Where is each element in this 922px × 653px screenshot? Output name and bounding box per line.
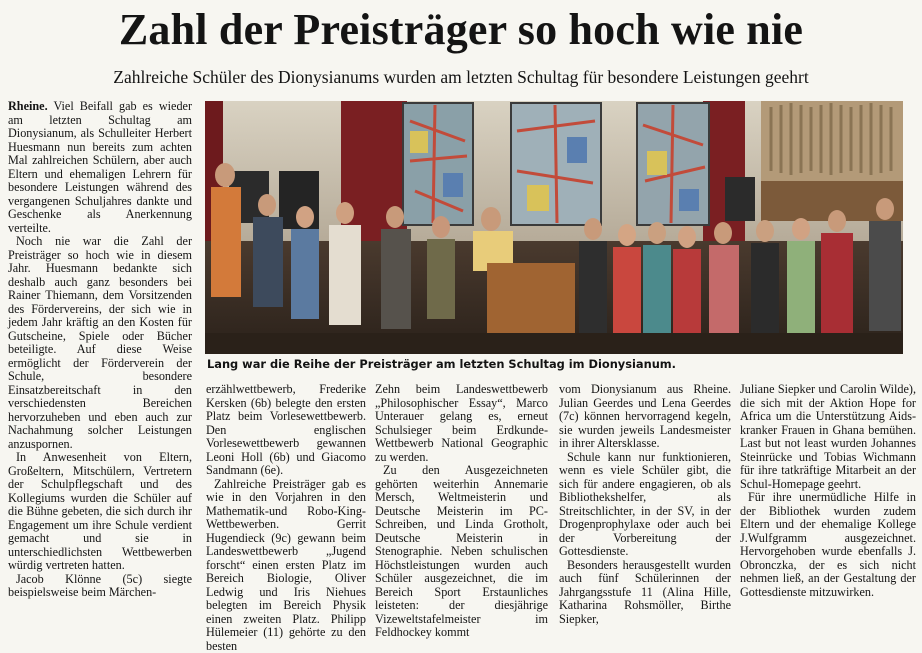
paragraph: Viel Beifall gab es wieder am letzten Schultag am Dionysianum, als Schulleiter Herbert Huesmann nun bereits zum achten Mal zahlreichen Schülern, aber auch Eltern und ehemaligen Lehrern für besondere Leistungen während des vergangenen Schuljahres dankte und Geschenke als Anerkennung verteilte.	[8, 99, 192, 235]
paragraph: Jacob Klönne (5c) siegte beispielsweise beim Märchen-	[8, 573, 192, 600]
headline: Zahl der Preisträger so hoch wie nie	[0, 4, 922, 56]
paragraph: Zu den Ausgezeichneten gehörten weiterhin Annemarie Mersch, Weltmeisterin und Deutsche Meisterin im PC-Schreiben, und Linda Grotholt, Deutsche Meisterin in Stenographie. Neben schulischen Höchstleistungen wurden auch Schüler ausgezeichnet, die im Bereich Sport Erstaunliches leisteten: der diesjährige Vizeweltstafelmeister im Feldhockey kommt	[375, 464, 548, 640]
paragraph: Noch nie war die Zahl der Preisträger so hoch wie in diesem Jahr. Huesmann bedankte sich deshalb auch ganz besonders bei Rainer Thiemann, dem Vorsitzenden des Fördervereins, der sich wie in jedem Jahr kräftig an den Kosten für Gutscheine, Spiele oder Bücher beteiligte. Auf diese Weise ermöglicht der Förderverein der Schule, besondere Einsatzbereitschaft in den verschiedensten Bereichen hervorzuheben und eben auch zur Nachahmung solcher Leistungen anzuspornen.	[8, 235, 192, 451]
news-photo	[205, 101, 903, 354]
article-column-4	[559, 383, 731, 636]
paragraph: vom Dionysianum aus Rheine. Julian Geerdes und Lena Geerdes (7c) können hervorragend kegeln, sie wurden jeweils Landesmeister in ihrer Altersklasse.	[559, 383, 731, 451]
article-column-3	[375, 383, 548, 636]
subheadline: Zahlreiche Schüler des Dionysianums wurden am letzten Schultag für besondere Leistungen geehrt	[0, 66, 922, 88]
photo-caption: Lang war die Reihe der Preisträger am letzten Schultag im Dionysianum.	[207, 357, 901, 371]
article-column-2	[206, 383, 366, 636]
article-column-5	[740, 383, 916, 636]
article-column-1	[8, 100, 192, 636]
paragraph: Schule kann nur funktionieren, wenn es viele Schüler gibt, die sich für andere engagieren, ob als Bibliothekshelfer, als Streitschlichter, in der SV, in der Drogenprophylaxe oder auch bei der Vorbereitung der Gottesdienste.	[559, 451, 731, 559]
paragraph: Zehn beim Landeswettbewerb „Philosophischer Essay“, Marco Unterauer gelang es, erneut Schulsieger beim Erdkunde-Wettbewerb National Geographic zu werden.	[375, 383, 548, 464]
paragraph: Besonders herausgestellt wurden auch fünf Schülerinnen der Jahrgangsstufe 11 (Alina Hille, Katharina Rohsmöller, Birthe Siepker,	[559, 559, 731, 627]
paragraph: Zahlreiche Preisträger gab es wie in den Vorjahren in den Mathematik-und Robo-King-Wettbewerben. Gerrit Hugendieck (9c) gewann beim Landeswettbewerb „Jugend forscht“ einen ersten Platz im Bereich Biologie, Oliver Ledwig und Iris Niehues belegten im Bereich Physik einen zweiten Platz. Philipp Hülemeier (11) gehörte zu den besten	[206, 478, 366, 653]
paragraph: Für ihre unermüdliche Hilfe in der Bibliothek wurden zudem Eltern und der ehemalige Kollege J.Wulfgramm ausgezeichnet. Hervorgehoben wurde ebenfalls J. Obronczka, der es sich nicht nehmen ließ, an der Gestaltung der Gottesdienste mitzuwirken.	[740, 491, 916, 599]
paragraph: In Anwesenheit von Eltern, Großeltern, Mitschülern, Vertretern der Schulpflegschaft und des Kollegiums wurden die Schüler auf die Bühne gebeten, die sich durch ihr Engagement um ihre Schule verdient gemacht und sie in unterschiedlichsten Wettbewerben würdig vertreten hatten.	[8, 451, 192, 573]
paragraph: erzählwettbewerb, Frederike Kersken (6b) belegte den ersten Platz beim Vorlesewettbewerb. Den englischen Vorlesewettbewerb gewannen Leoni Holl (6b) und Giacomo Sandmann (6e).	[206, 383, 366, 478]
paragraph: Juliane Siepker und Carolin Wilde), die sich mit der Aktion Hope for Africa um die Unterstützung Aids-kranker Frauen in Ghana bemühen. Last but not least wurden Johannes Steinrücke und Tobias Wichmann für ihre tatkräftige Mitarbeit an der Schul-Homepage geehrt.	[740, 383, 916, 491]
dateline: Rheine.	[8, 99, 48, 113]
